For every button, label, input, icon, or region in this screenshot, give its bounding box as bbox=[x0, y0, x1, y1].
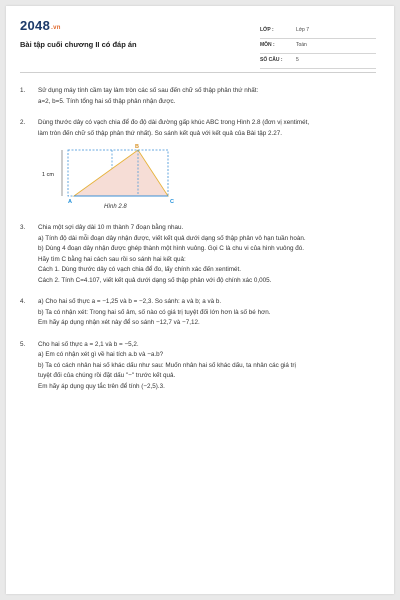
question-number: 2. bbox=[20, 119, 26, 126]
question-1 bbox=[20, 86, 376, 107]
header-divider bbox=[20, 72, 376, 73]
question-text: a) Cho hai số thực a = −1,25 và b = −2,3. So sánh: a và b; a và b. bbox=[38, 298, 222, 305]
question-text: b) Dùng 4 đoạn dây nhận được ghép thành một hình vuông. Gọi C là chu vi của hình vuông đó. bbox=[38, 245, 304, 252]
triangle-abc bbox=[74, 150, 168, 196]
figure-2-8 bbox=[42, 142, 202, 212]
meta-table bbox=[260, 24, 376, 69]
question-text: b) Ta có cách nhân hai số khác dấu như sau: Muốn nhân hai số khác dấu, ta nhân các giá trị bbox=[38, 361, 296, 369]
meta-value: Toán bbox=[296, 42, 307, 48]
meta-label: MÔN : bbox=[260, 42, 275, 48]
meta-value: 5 bbox=[296, 57, 299, 63]
question-text: Cách 2. Tính C=4.107, viết kết quả dưới dạng số thập phân với độ chính xác 0,005. bbox=[38, 276, 272, 284]
question-list bbox=[20, 86, 376, 403]
meta-row-class bbox=[260, 24, 376, 39]
question-text: làm tròn đến chữ số thập phân thứ nhất). So sánh kết quả với kết quả của Bài tập 2.27. bbox=[38, 129, 282, 137]
meta-value: Lớp 7 bbox=[296, 27, 310, 33]
document-title: Bài tập cuối chương II có đáp án bbox=[20, 40, 137, 49]
question-2 bbox=[20, 118, 376, 212]
question-text: Sử dụng máy tính cầm tay làm tròn các số sau đến chữ số thập phân thứ nhất: bbox=[38, 87, 259, 94]
question-text: a) Tính độ dài mỗi đoạn dây nhận được, viết kết quả dưới dạng số thập phân vô hạn tuần hoàn. bbox=[38, 234, 306, 242]
question-number: 4. bbox=[20, 298, 26, 305]
question-number: 1. bbox=[20, 87, 26, 94]
site-logo[interactable] bbox=[20, 18, 61, 33]
question-4 bbox=[20, 297, 376, 329]
question-3 bbox=[20, 223, 376, 286]
question-number: 3. bbox=[20, 224, 26, 231]
question-text: a) Em có nhận xét gì về hai tích a.b và −a.b? bbox=[38, 351, 164, 358]
document-page bbox=[6, 6, 394, 594]
question-text: Em hãy áp dụng quy tắc trên để tính (−2,5).3. bbox=[38, 382, 165, 390]
question-text: Dùng thước dây có vạch chia để đo độ dài đường gấp khúc ABC trong Hình 2.8 (đơn vị xentimét, bbox=[38, 119, 310, 126]
logo-main: 2048 bbox=[20, 18, 51, 33]
meta-label: SỐ CÂU : bbox=[260, 57, 283, 63]
height-label: 1 cm bbox=[42, 172, 54, 178]
question-text: Chia một sợi dây dài 10 m thành 7 đoạn bằng nhau. bbox=[38, 224, 184, 231]
document-header bbox=[20, 16, 376, 64]
figure-caption: Hình 2.8 bbox=[104, 204, 127, 210]
point-c-label: C bbox=[170, 199, 174, 205]
meta-row-count bbox=[260, 54, 376, 69]
meta-label: LỚP : bbox=[260, 27, 274, 33]
point-b-label: B bbox=[135, 144, 139, 150]
question-text: Cách 1. Dùng thước dây có vạch chia để đo, lấy chính xác đến xentimét. bbox=[38, 266, 241, 273]
question-number: 5. bbox=[20, 340, 26, 348]
question-text: tuyệt đối của chúng rồi đặt dấu "−" trước kết quả. bbox=[38, 372, 176, 379]
point-a-label: A bbox=[68, 199, 72, 205]
question-text: Hãy tìm C bằng hai cách sau rồi so sánh hai kết quả: bbox=[38, 255, 186, 263]
question-text: Em hãy áp dụng nhận xét này để so sánh −12,7 và −7,12. bbox=[38, 319, 200, 326]
logo-suffix: .vn bbox=[51, 25, 61, 31]
meta-row-subject bbox=[260, 39, 376, 54]
question-text: a=2, b=5. Tính tổng hai số thập phân nhận được. bbox=[38, 97, 176, 105]
question-5 bbox=[20, 340, 376, 393]
question-text: Cho hai số thực a = 2,1 và b = −5,2. bbox=[38, 340, 139, 348]
question-text: b) Ta có nhận xét: Trong hai số âm, số nào có giá trị tuyệt đối lớn hơn là số bé hơn. bbox=[38, 308, 271, 316]
